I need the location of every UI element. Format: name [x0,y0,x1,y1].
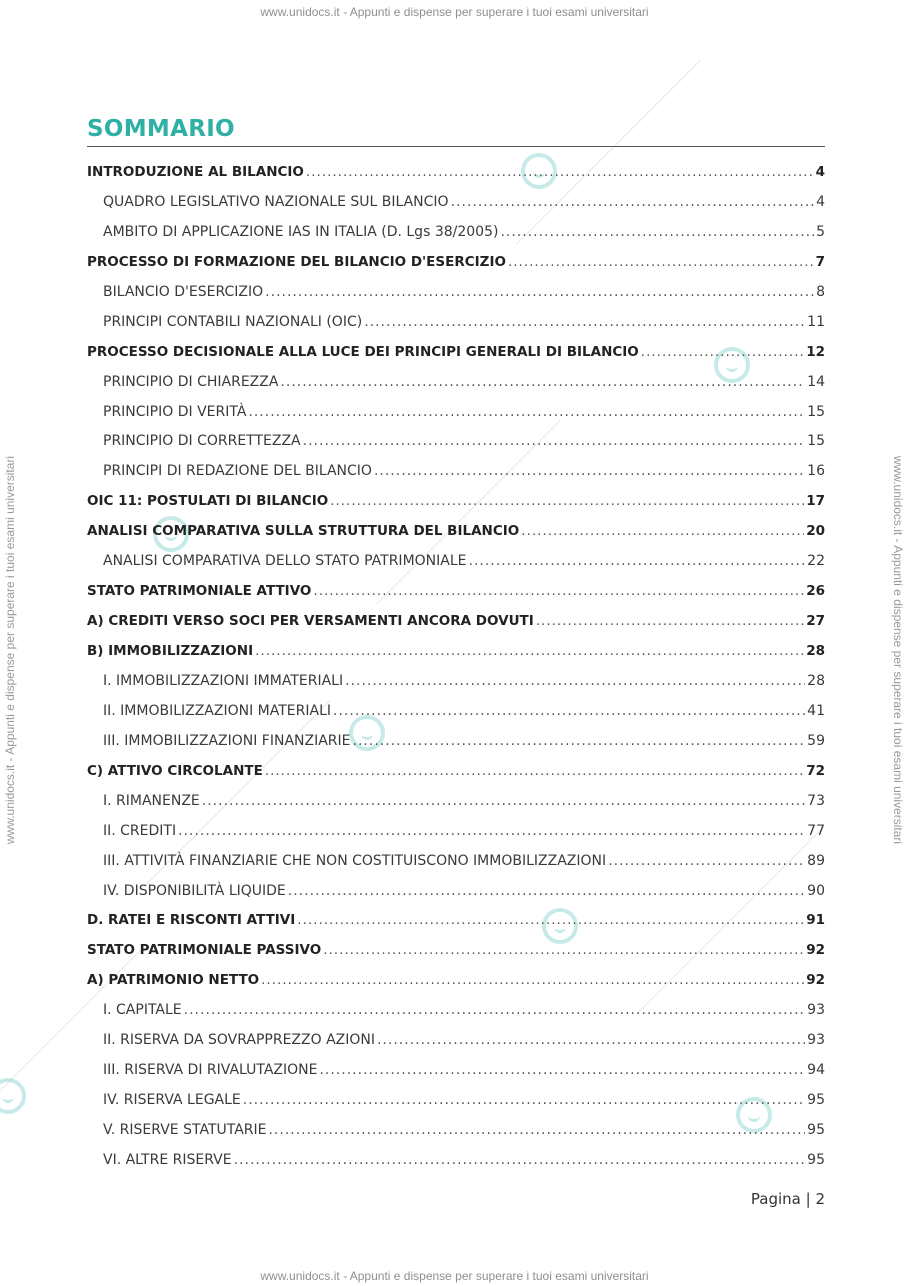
toc-entry-label: INTRODUZIONE AL BILANCIO [87,164,304,180]
toc-leader-dots [243,1087,805,1113]
toc-entry-page-number: 95 [807,1122,825,1138]
toc-entry[interactable] [87,219,825,249]
toc-entry[interactable] [87,1057,825,1087]
toc-entry-page-number: 93 [807,1002,825,1019]
watermark-left-text: www.unidocs.it - Appunti e dispense per superare i tuoi esami universitari [3,455,17,845]
toc-entry-label: III. ATTIVITÀ FINANZIARIE CHE NON COSTITUISCONO IMMOBILIZZAZIONI [103,852,607,869]
toc-entry-label: II. IMMOBILIZZAZIONI MATERIALI [103,702,332,719]
toc-entry-page-number: 90 [807,882,825,899]
title-underline [87,146,825,147]
toc-entry[interactable] [87,369,825,399]
toc-entry-label: PROCESSO DECISIONALE ALLA LUCE DEI PRINCIPI GENERALI DI BILANCIO [87,343,639,360]
toc-leader-dots [297,907,804,933]
toc-entry-label: QUADRO LEGISLATIVO NAZIONALE SUL BILANCIO [103,193,449,210]
toc-entry[interactable] [87,608,825,638]
toc-entry-label: I. CAPITALE [103,1002,182,1019]
toc-entry[interactable] [87,399,825,429]
toc-leader-dots [261,967,804,993]
toc-entry-label: V. RISERVE STATUTARIE [103,1122,267,1138]
toc-entry[interactable] [87,488,825,518]
toc-entry-page-number: 14 [807,373,825,390]
toc-entry[interactable] [87,1027,825,1057]
toc-entry-label: II. CREDITI [103,822,177,839]
watermark-top-text: www.unidocs.it - Appunti e dispense per superare i tuoi esami universitari [260,5,649,19]
toc-entry-page-number: 89 [807,852,825,869]
toc-entry[interactable] [87,249,825,279]
page-title: SOMMARIO [87,116,235,142]
toc-entry-page-number: 72 [806,762,825,779]
toc-leader-dots [265,279,814,305]
toc-entry-label: ANALISI COMPARATIVA DELLO STATO PATRIMONIALE [103,553,467,570]
toc-entry[interactable] [87,997,825,1027]
toc-entry[interactable] [87,1147,825,1177]
toc-entry-page-number: 16 [807,463,825,480]
toc-entry-label: I. IMMOBILIZZAZIONI IMMATERIALI [103,672,344,689]
toc-entry-page-number: 92 [806,972,825,989]
toc-entry-label: PRINCIPI DI REDAZIONE DEL BILANCIO [103,463,372,480]
toc-entry-page-number: 4 [815,164,825,180]
toc-leader-dots [521,518,804,544]
toc-entry[interactable] [87,698,825,728]
toc-entry[interactable] [87,638,825,668]
toc-entry-page-number: 41 [807,702,825,719]
toc-entry-label: I. RIMANENZE [103,792,200,809]
toc-leader-dots [641,339,804,365]
toc-entry[interactable] [87,967,825,997]
toc-entry-label: B) IMMOBILIZZAZIONI [87,643,254,659]
toc-leader-dots [280,369,805,395]
toc-entry-label: C) ATTIVO CIRCOLANTE [87,762,263,779]
toc-leader-dots [330,488,804,514]
toc-leader-dots [268,1117,805,1143]
toc-leader-dots [248,399,805,425]
toc-entry-label: IV. RISERVA LEGALE [103,1092,241,1109]
toc-entry-label: BILANCIO D'ESERCIZIO [103,283,264,300]
toc-leader-dots [184,997,806,1023]
toc-entry-page-number: 22 [807,553,825,570]
toc-entry-label: III. RISERVA DI RIVALUTAZIONE [103,1062,318,1079]
toc-entry-label: PRINCIPI CONTABILI NAZIONALI (OIC) [103,313,363,330]
toc-entry-page-number: 91 [806,912,825,929]
toc-entry-page-number: 73 [807,792,825,809]
toc-entry[interactable] [87,1117,825,1147]
toc-entry-label: AMBITO DI APPLICAZIONE IAS IN ITALIA (D. Lgs 38/2005) [103,223,499,240]
toc-entry-page-number: 11 [807,313,825,330]
toc-entry[interactable] [87,428,825,458]
toc-entry-page-number: 59 [807,732,825,749]
toc-leader-dots [323,937,804,963]
toc-entry-page-number: 93 [807,1032,825,1049]
toc-entry-label: OIC 11: POSTULATI DI BILANCIO [87,493,329,510]
toc-leader-dots [536,608,804,634]
toc-leader-dots [374,458,805,484]
toc-leader-dots [265,758,804,784]
toc-entry-page-number: 17 [806,493,825,510]
toc-entry-label: D. RATEI E RISCONTI ATTIVI [87,912,296,929]
toc-entry[interactable] [87,788,825,818]
toc-entry-page-number: 15 [807,433,825,450]
toc-entry-page-number: 95 [807,1092,825,1109]
toc-entry-page-number: 28 [807,672,825,689]
toc-leader-dots [345,668,805,694]
toc-leader-dots [333,698,805,724]
toc-entry-page-number: 77 [807,822,825,839]
page-footer: Pagina | 2 [750,1190,825,1208]
toc-entry[interactable] [87,937,825,967]
toc-entry[interactable] [87,1087,825,1117]
toc-entry[interactable] [87,758,825,788]
toc-entry-page-number: 4 [816,193,825,210]
watermark-bottom-text: www.unidocs.it - Appunti e dispense per superare i tuoi esami universitari [260,1269,649,1283]
toc-leader-dots [303,428,806,454]
toc-entry-label: ANALISI COMPARATIVA SULLA STRUTTURA DEL BILANCIO [87,523,520,540]
toc-entry-label: IV. DISPONIBILITÀ LIQUIDE [103,882,286,899]
toc-entry[interactable] [87,279,825,309]
toc-entry-label: STATO PATRIMONIALE PASSIVO [87,942,322,959]
toc-entry[interactable] [87,339,825,369]
toc-entry-label: PRINCIPIO DI CORRETTEZZA [103,433,301,450]
toc-entry-page-number: 7 [815,253,825,270]
toc-entry[interactable] [87,548,825,578]
toc-entry-page-number: 8 [816,283,825,300]
toc-leader-dots [353,728,806,754]
toc-entry[interactable] [87,668,825,698]
toc-entry[interactable] [87,578,825,608]
toc-entry-label: A) PATRIMONIO NETTO [87,972,260,989]
toc-entry[interactable] [87,458,825,488]
unidocs-logo-icon [0,1078,26,1114]
toc-entry[interactable] [87,189,825,219]
toc-leader-dots [234,1147,806,1173]
toc-entry-label: PROCESSO DI FORMAZIONE DEL BILANCIO D'ESERCIZIO [87,253,506,270]
toc-leader-dots [202,788,805,814]
toc-leader-dots [255,638,804,664]
toc-entry-page-number: 26 [806,583,825,600]
toc-leader-dots [469,548,806,574]
toc-leader-dots [451,189,815,215]
toc-leader-dots [178,818,805,844]
toc-leader-dots [306,159,814,185]
toc-leader-dots [319,1057,805,1083]
toc-entry-page-number: 5 [816,223,825,240]
toc-entry-label: VI. ALTRE RISERVE [103,1151,232,1168]
toc-leader-dots [313,578,804,604]
toc-entry[interactable] [87,309,825,339]
toc-leader-dots [377,1027,805,1053]
document-page [87,112,825,1177]
table-of-contents [87,159,825,1177]
watermark-right-text: www.unidocs.it - Appunti e dispense per superare i tuoi esami universitari [891,455,905,845]
toc-entry-page-number: 94 [807,1062,825,1079]
toc-entry-page-number: 15 [807,403,825,420]
toc-entry-label: PRINCIPIO DI CHIAREZZA [103,373,279,390]
toc-entry-page-number: 12 [806,343,825,360]
toc-entry-page-number: 20 [806,523,825,540]
toc-entry[interactable] [87,728,825,758]
toc-leader-dots [500,219,814,245]
toc-leader-dots [508,249,814,275]
toc-entry-label: A) CREDITI VERSO SOCI PER VERSAMENTI ANCORA DOVUTI [87,613,534,630]
toc-entry-page-number: 27 [806,613,825,630]
toc-entry-label: II. RISERVA DA SOVRAPPREZZO AZIONI [103,1032,375,1049]
toc-entry[interactable] [87,878,825,908]
toc-leader-dots [364,309,805,335]
toc-entry-page-number: 92 [806,942,825,959]
toc-entry-page-number: 95 [807,1151,825,1168]
toc-entry[interactable] [87,159,825,189]
toc-entry-label: PRINCIPIO DI VERITÀ [103,403,247,420]
toc-entry-page-number: 28 [806,643,825,659]
toc-leader-dots [608,848,805,874]
toc-entry[interactable] [87,848,825,878]
toc-leader-dots [288,878,805,904]
toc-entry[interactable] [87,907,825,937]
toc-entry[interactable] [87,818,825,848]
toc-entry-label: III. IMMOBILIZZAZIONI FINANZIARIE [103,732,351,749]
toc-entry-label: STATO PATRIMONIALE ATTIVO [87,583,312,600]
toc-entry[interactable] [87,518,825,548]
